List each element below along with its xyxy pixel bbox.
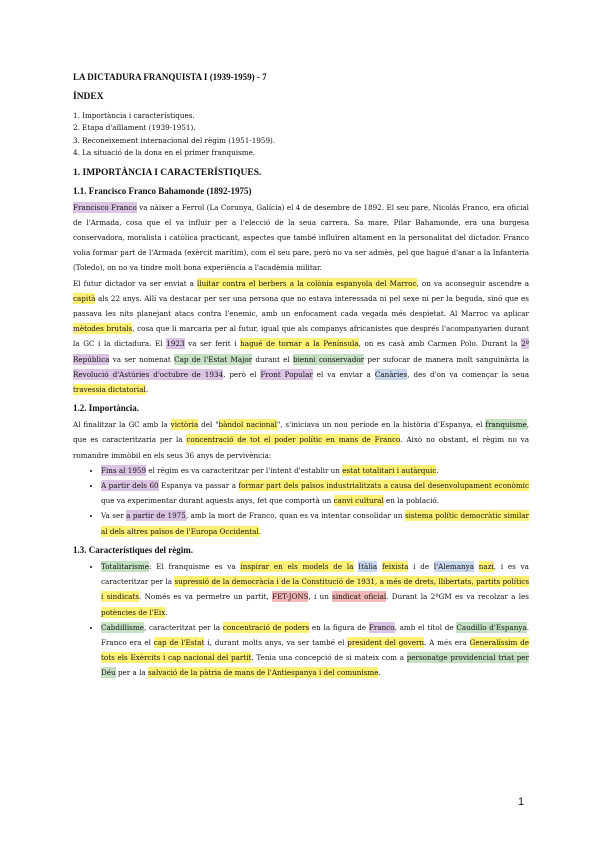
highlighted-text: Itàlia [358, 561, 378, 571]
highlighted-text: victòria [170, 420, 199, 430]
highlighted-text: , a més de drets, llibertats, partits polítics i sindicats [101, 577, 530, 602]
bullet-list [73, 559, 529, 681]
index-item: 3. Reconeixement internacional del règim (1951-1959). [73, 135, 276, 145]
highlighted-text: travessia dictatorial [73, 385, 146, 395]
highlighted-text: Caudillo d'Espanya [456, 622, 527, 632]
list-item: • Fins al 1959 el règim es va caracteritzar per l'intent d'establir un estat totalitari i autàrquic. [101, 463, 529, 478]
highlighted-text: Francisco Franco [73, 202, 137, 212]
subsection-heading: 1.3. Característiques del règim. [73, 544, 193, 555]
document-page [73, 72, 529, 681]
highlighted-text: Revolució d'Astúries d'octubre de 1934 [73, 369, 224, 379]
bullet-list [73, 463, 529, 539]
highlighted-text: Cabdillisme [101, 622, 144, 632]
highlighted-text: A partir dels 60 [101, 481, 159, 491]
highlighted-text: lluitar contra el berbers a la colònia espanyola del Marroc [197, 278, 417, 288]
paragraph: El futur dictador va ser enviat a lluitar contra el berbers a la colònia espanyola del Marroc, on va aconseguir ascendre a capità als 22 anys. Allí va destacar per ser una persona que no estava interessada ni pel sexe ni per la beguda, sinó que es passava les nits planejant atacs contra l'enemic, amb un enfocament cada vegada més despietat. Al Marroc va aplicar mètodes brutals, cosa que li marcaria per al futur, igual que als companys africanistes que després l'acompanyarien durant la GC i la dictadura. El 1923 va ser ferit i hagué de tornar a la Península, on es casà amb Carmen Polo. Durant la 2ª República va ser nomenat Cap de l'Estat Major durant el bienni conservador per sufocar de manera molt sanguinària la Revolució d'Astúries d'octubre de 1934, però el Front Popular el va enviar a Canàries, des d'on va començar la seua travessia dictatorial. [73, 278, 530, 395]
highlighted-text: salvació de la pàtria de mans de l'Antiespanya i del comunisme [147, 668, 379, 678]
highlighted-text: concentració de tot el poder polític en mans de Franco [186, 435, 401, 445]
highlighted-text: Totalitarisme [101, 561, 149, 571]
highlighted-text: bienni conservador [293, 354, 365, 364]
highlighted-text: inspirar en els models de la [240, 561, 354, 571]
paragraph: Al finalitzar la GC amb la victòria del "bàndol nacional", s'iniciava un nou període en la història d'Espanya, el franquisme, que es caracteritzaria per la concentració de tot el poder polític en mans de Franco. Això no obstant, el règim no va romandre immòbil en els seus 36 anys de pervivència: [73, 420, 530, 460]
highlighted-text: Generalíssim de tots els Exèrcits i cap nacional del partit [101, 637, 529, 663]
highlighted-text: 2ª República [73, 339, 530, 364]
highlighted-text: Franco [368, 622, 395, 632]
highlighted-text: Fins al 1959 [101, 465, 147, 475]
index-item: 4. La situació de la dona en el primer franquisme. [73, 148, 256, 158]
highlighted-text: Cap de l'Estat Major [174, 354, 253, 364]
subsection-heading: 1.1. Francisco Franco Bahamonde (1892-1975) [73, 185, 252, 196]
index-heading: ÍNDEX [73, 92, 104, 102]
highlighted-text: 1923 [166, 339, 185, 349]
highlighted-text: franquisme [485, 420, 527, 430]
highlighted-text: bàndol nacional [218, 420, 277, 430]
highlighted-text: hagué de tornar a la Península [240, 339, 359, 349]
highlighted-text: president del govern [347, 637, 425, 647]
list-item: • Va ser a partir de 1975, amb la mort de Franco, quan es va intentar consolidar un sistema polític democràtic similar al dels altres països de l'Europa Occidental. [101, 508, 529, 538]
highlighted-text: canvi cultural [333, 496, 384, 506]
page-number: 1 [518, 796, 525, 808]
list-item: • A partir dels 60 Espanya va passar a formar part dels països industrialitzats a causa del desenvolupament econòmic que va experimentar durant aquests anys, fet que comportà un canvi cultural en la població. [101, 478, 529, 508]
paragraph: Francisco Franco va nàixer a Ferrol (La Corunya, Galícia) el 4 de desembre de 1892. El seu pare, Nicolás Franco, era oficial de l'Armada, cosa que el va influir per a l'elecció de la seua carrera. Sa mare, Pilar Bahamonde, era una burgesa conservadora, moralista i catòlica practicant, aspectes que també influïren altament en la personalitat del dictador. Franco volia formar part de l'Armada (exèrcit marítim), com el seu pare, però no va ser admès, pel que hagué d'anar a la Infanteria (Toledo), on no va tindre molt bona experiència a l'acadèmia militar. [73, 202, 529, 273]
highlighted-text: a partir de 1975 [126, 511, 186, 521]
document-title: LA DICTADURA FRANQUISTA I (1939-1959) - 7 [73, 72, 267, 82]
section-heading: 1. IMPORTÀNCIA I CARACTERÍSTIQUES. [73, 167, 262, 178]
highlighted-text: sindicat oficial [332, 592, 387, 602]
highlighted-text: supressió de la democràcia i de la Constitució de 1931 [174, 577, 376, 587]
highlighted-text: sistema polític democràtic similar al dels altres països de l'Europa Occidental [101, 511, 530, 536]
highlighted-text: cap de l'Estat [153, 637, 205, 647]
index-item: 1. Importància i característiques. [73, 111, 195, 120]
highlighted-text: formar part dels països industrialitzats a causa del desenvolupament econòmic [238, 481, 529, 491]
highlighted-text: Front Popular [260, 369, 313, 379]
highlighted-text: nazi [478, 561, 494, 571]
highlighted-text: concentració de poders [222, 622, 310, 632]
highlighted-text: l'Alemanya [433, 561, 474, 571]
list-item: • Cabdillisme, caracteritzat per la concentració de poders en la figura de Franco, amb el títol de Caudillo d'Espanya. Franco era el cap de l'Estat i, durant molts anys, va ser també el president del govern. A més era Generalíssim de tots els Exèrcits i cap nacional del partit. Tenia una concepció de si mateix com a personatge providencial triat per Déu per a la salvació de la pàtria de mans de l'Antiespanya i del comunisme. [101, 620, 529, 681]
highlighted-text: mètodes brutals [73, 324, 133, 334]
subsection-heading: 1.2. Importància. [73, 403, 139, 414]
highlighted-text: potències de l'Eix [101, 607, 166, 617]
highlighted-text: FET-JONS [272, 592, 309, 602]
highlighted-text: capità [73, 293, 96, 303]
highlighted-text: personatge providencial triat per Déu [101, 653, 529, 678]
highlighted-text: Canàries [374, 369, 408, 379]
highlighted-text: estat totalitari i autàrquic [342, 465, 437, 475]
list-item: • Totalitarisme: El franquisme es va inspirar en els models de la Itàlia feixista i de l'Alemanya nazi, i es va caracteritzar per la supressió de la democràcia i de la Constitució de 1931, a més de drets, llibertats, partits polítics i sindicats. Només es va permetre un partit, FET-JONS, i un sindicat oficial. Durant la 2ªGM es va recolzar a les potències de l'Eix. [101, 559, 529, 620]
highlighted-text: feixista [381, 561, 409, 571]
index-item: 2. Etapa d'aïllament (1939-1951). [73, 123, 196, 133]
